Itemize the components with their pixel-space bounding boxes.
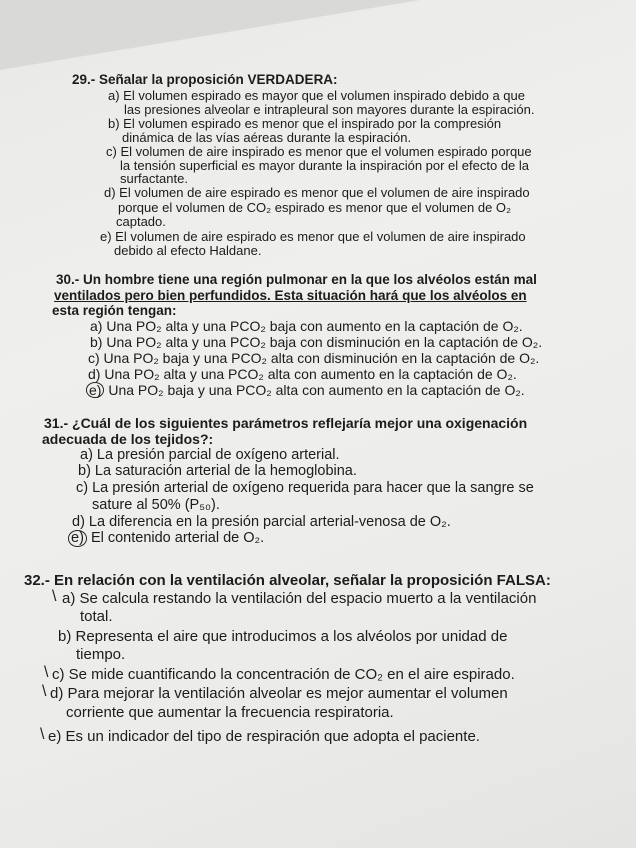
q31-option-c-cont: sature al 50% (P₅₀). xyxy=(92,497,220,513)
q32-option-a: a) Se calcula restando la ventilación del espacio muerto a la ventilación xyxy=(62,590,537,607)
q32-option-a-cont: total. xyxy=(80,608,113,625)
q31-option-b: b) La saturación arterial de la hemoglobina. xyxy=(78,463,357,479)
q30-title-cont2: esta región tengan: xyxy=(52,303,177,318)
q32-e-tick-mark: \ xyxy=(40,726,45,743)
q30-option-c: c) Una PO₂ baja y una PCO₂ alta con disminución en la captación de O₂. xyxy=(88,350,540,366)
q29-option-d: d) El volumen de aire espirado es menor que el volumen de aire inspirado xyxy=(104,185,530,200)
q29-option-c-cont2: surfactante. xyxy=(120,171,188,186)
q32-title: 32.- En relación con la ventilación alveolar, señalar la proposición FALSA: xyxy=(24,572,551,589)
q29-title: 29.- Señalar la proposición VERDADERA: xyxy=(72,72,338,87)
q29-option-e-cont: debido al efecto Haldane. xyxy=(114,243,262,258)
q32-option-e: e) Es un indicador del tipo de respiración que adopta el paciente. xyxy=(48,728,480,745)
q29-option-c-cont: la tensión superficial es mayor durante la inspiración por el efecto de la xyxy=(120,158,530,173)
q31-option-c: c) La presión arterial de oxígeno requerida para hacer que la sangre se xyxy=(76,480,534,496)
q32-option-b: b) Representa el aire que introducimos a los alvéolos por unidad de xyxy=(58,628,508,645)
q29-option-a: a) El volumen espirado es mayor que el volumen inspirado debido a que xyxy=(108,88,525,103)
q29-option-c: c) El volumen de aire inspirado es menor que el volumen espirado porque xyxy=(106,144,532,159)
q29-option-d-cont2: captado. xyxy=(116,214,166,229)
q32-a-tick-mark: \ xyxy=(52,588,57,605)
q32-d-tick-mark: \ xyxy=(42,683,47,700)
q31-title-cont: adecuada de los tejidos?: xyxy=(42,431,214,447)
q31-option-e-text: El contenido arterial de O₂. xyxy=(90,530,265,546)
q32-option-b-cont: tiempo. xyxy=(76,646,126,663)
q31-title: 31.- ¿Cuál de los siguientes parámetros reflejaría mejor una oxigenación xyxy=(44,415,528,431)
q30-title-cont: ventilados pero bien perfundidos. Esta situación hará que los alvéolos en xyxy=(54,288,527,303)
q30-option-a: a) Una PO₂ alta y una PCO₂ baja con aumento en la captación de O₂. xyxy=(90,318,523,334)
q29-option-b: b) El volumen espirado es menor que el inspirado por la compresión xyxy=(108,116,502,131)
q31-option-a: a) La presión parcial de oxígeno arterial. xyxy=(80,447,340,463)
q32-option-d: d) Para mejorar la ventilación alveolar es mejor aumentar el volumen xyxy=(50,685,508,702)
q30-option-d: d) Una PO₂ alta y una PCO₂ alta con aumento en la captación de O₂. xyxy=(88,366,517,382)
q30-option-e xyxy=(86,382,525,398)
q30-title: 30.- Un hombre tiene una región pulmonar en la que los alvéolos están mal xyxy=(56,272,537,287)
q31-answer-circle: e) xyxy=(68,530,87,547)
q31-option-d: d) La diferencia en la presión parcial arterial-venosa de O₂. xyxy=(72,514,451,530)
q32-option-c: c) Se mide cuantificando la concentración de CO₂ en el aire espirado. xyxy=(52,666,515,683)
q29-option-e: e) El volumen de aire espirado es menor que el volumen de aire inspirado xyxy=(100,229,526,244)
q30-answer-circle: e) xyxy=(86,382,104,398)
q29-option-a-cont: las presiones alveolar e intrapleural son mayores durante la espiración. xyxy=(124,102,535,117)
q32-c-tick-mark: \ xyxy=(44,664,49,681)
q30-option-b: b) Una PO₂ alta y una PCO₂ baja con disminución en la captación de O₂. xyxy=(90,334,543,350)
q29-option-d-cont: porque el volumen de CO₂ espirado es menor que el volumen de O₂ xyxy=(118,200,512,215)
q31-option-e xyxy=(68,530,264,547)
q32-option-d-cont: corriente que aumentar la frecuencia respiratoria. xyxy=(66,704,394,721)
q30-option-e-text: Una PO₂ baja y una PCO₂ alta con aumento en la captación de O₂. xyxy=(108,382,525,398)
q29-option-b-cont: dinámica de las vías aéreas durante la espiración. xyxy=(122,130,412,145)
